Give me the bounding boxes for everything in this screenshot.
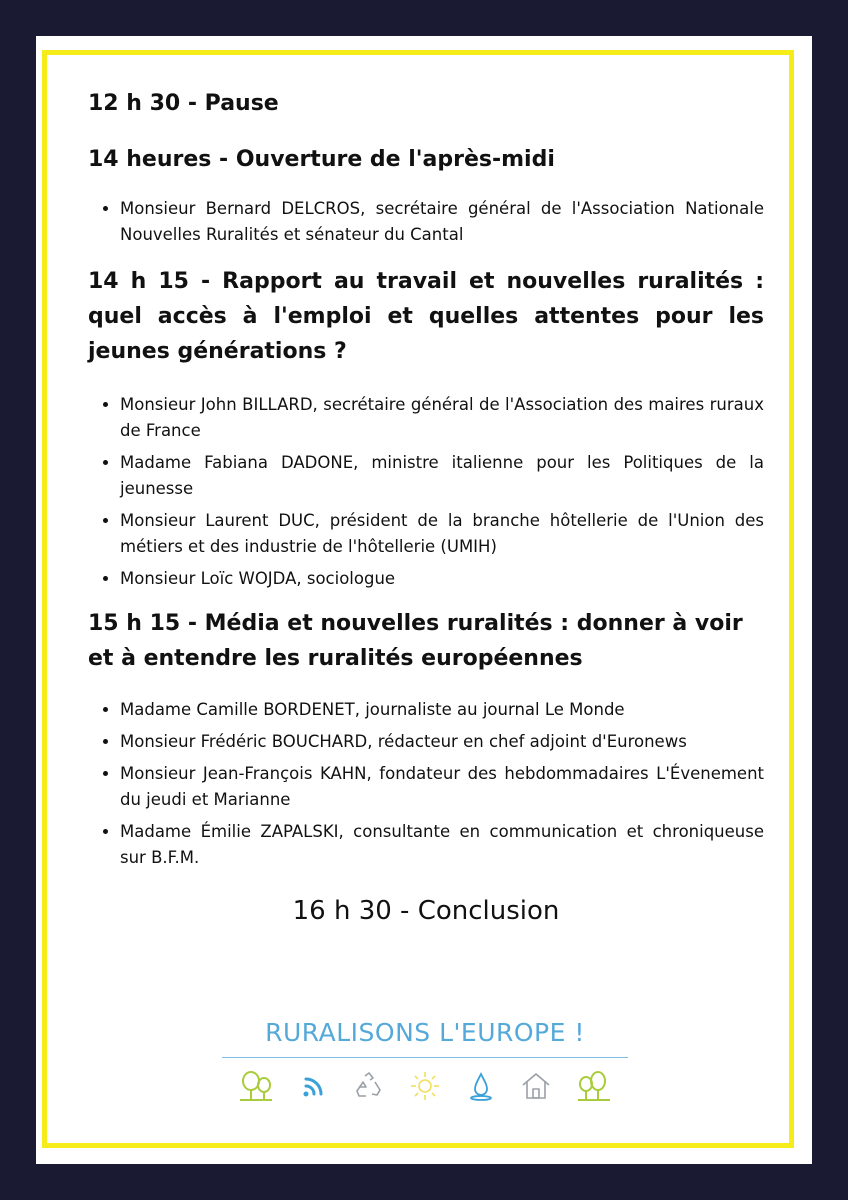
section-title-pause: 12 h 30 - Pause: [88, 91, 279, 116]
list-item: Monsieur Jean-François KAHN, fondateur des hebdommadaires L'Évenement du jeudi et Marianne: [88, 761, 764, 813]
section-title-ouverture: 14 heures - Ouverture de l'après-midi: [88, 147, 555, 172]
page: [36, 36, 812, 1164]
ruralisons-logo: [222, 1016, 628, 1102]
list-item: Monsieur Frédéric BOUCHARD, rédacteur en chef adjoint d'Euronews: [88, 729, 764, 755]
list-item: Monsieur Laurent DUC, président de la branche hôtellerie de l'Union des métiers et des industrie de l'hôtellerie (UMIH): [88, 508, 764, 560]
list-item: Madame Camille BORDENET, journaliste au journal Le Monde: [88, 697, 764, 723]
section-title-media: 15 h 15 - Média et nouvelles ruralités : donner à voir et à entendre les ruralités européennes: [88, 611, 743, 671]
list-item: Madame Émilie ZAPALSKI, consultante en communication et chroniqueuse sur B.F.M.: [88, 819, 764, 871]
sun-icon: [409, 1070, 441, 1102]
speaker-list-travail: [88, 392, 764, 592]
wifi-icon: [298, 1070, 330, 1102]
trees-icon: [576, 1070, 612, 1102]
recycle-icon: [353, 1070, 385, 1102]
list-item: Monsieur John BILLARD, secrétaire général de l'Association des maires ruraux de France: [88, 392, 764, 444]
speaker-list-ouverture: [88, 196, 764, 248]
list-item: Madame Fabiana DADONE, ministre italienne pour les Politiques de la jeunesse: [88, 450, 764, 502]
speaker-list-media: [88, 697, 764, 871]
program-content: [88, 86, 764, 929]
section-title-travail: 14 h 15 - Rapport au travail et nouvelles ruralités : quel accès à l'emploi et quelles attentes pour les jeunes générations ?: [88, 269, 764, 364]
trees-icon: [238, 1070, 274, 1102]
logo-divider: [222, 1057, 628, 1058]
water-drop-icon: [465, 1070, 497, 1102]
list-item: Monsieur Bernard DELCROS, secrétaire général de l'Association Nationale Nouvelles Ruralités et sénateur du Cantal: [88, 196, 764, 248]
logo-icon-row: [222, 1070, 628, 1102]
conclusion-title: 16 h 30 - Conclusion: [292, 896, 560, 926]
logo-text: RURALISONS L'EUROPE !: [265, 1018, 585, 1047]
house-icon: [520, 1070, 552, 1102]
list-item: Monsieur Loïc WOJDA, sociologue: [88, 566, 764, 592]
